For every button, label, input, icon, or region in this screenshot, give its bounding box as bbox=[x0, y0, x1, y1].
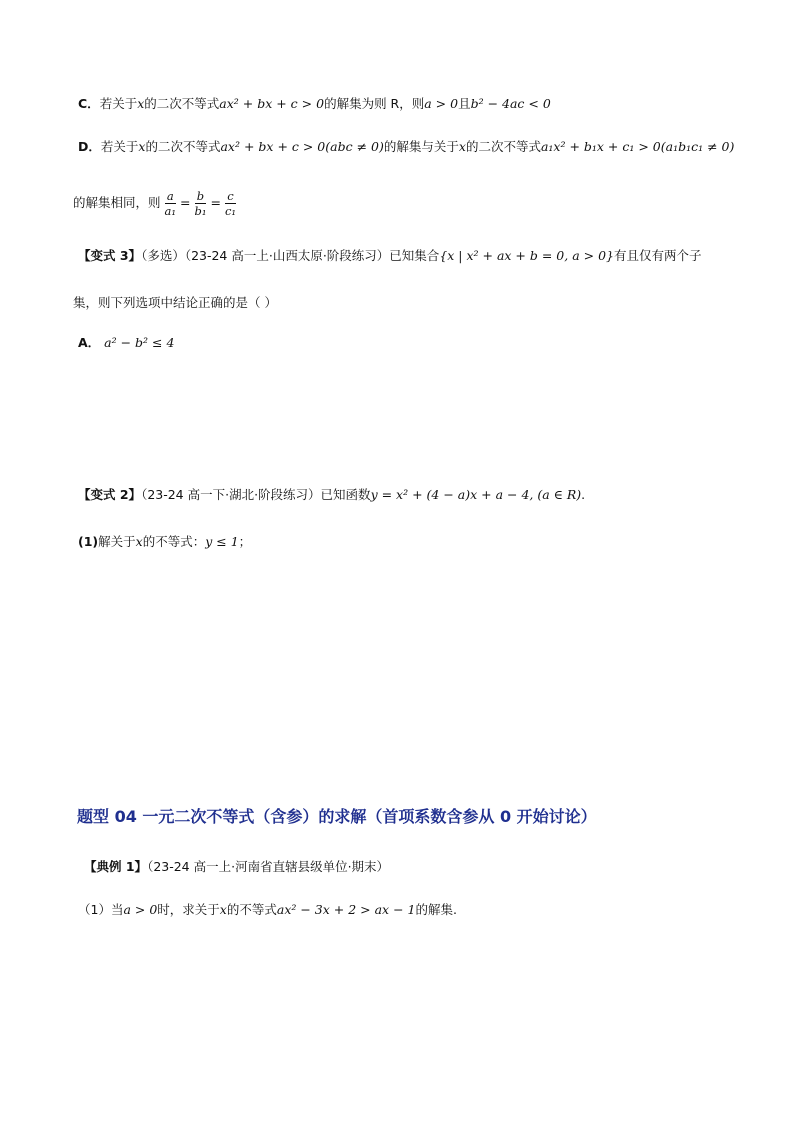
option-c-inequality: ax² + bx + c > 0 bbox=[219, 96, 325, 111]
section-title bbox=[77, 805, 597, 829]
variant2-sub-text: ； bbox=[238, 534, 252, 549]
example1-part1 bbox=[78, 900, 457, 920]
option-d-var: x bbox=[138, 139, 146, 154]
option-c-var: x bbox=[137, 96, 145, 111]
variant3-line2 bbox=[73, 293, 277, 313]
variant2-sub-text: 解关于 bbox=[98, 534, 136, 549]
fraction-denominator: b₁ bbox=[194, 204, 207, 218]
equals-sign: = bbox=[179, 195, 191, 210]
option-c-discriminant: b² − 4ac < 0 bbox=[470, 96, 551, 111]
fraction-numerator: b bbox=[196, 189, 205, 203]
variant3-text: 有且仅有两个子 bbox=[613, 248, 702, 263]
example1-source: （23-24 高一上·河南省直辖县级单位·期末） bbox=[147, 859, 390, 874]
variant2-tag: 【变式 2】 bbox=[78, 487, 142, 502]
fraction-b bbox=[192, 189, 208, 218]
variant3-header bbox=[78, 246, 702, 266]
variant2-header bbox=[78, 485, 585, 505]
option-d-inequality2: a₁x² + b₁x + c₁ > 0 bbox=[540, 139, 661, 154]
variant3-set: {x | x² + ax + b = 0, a > 0} bbox=[439, 248, 614, 263]
variant2-text: （23-24 高一下·湖北·阶段练习）已知函数 bbox=[141, 487, 371, 502]
variant3-tag: 【变式 3】 bbox=[78, 248, 142, 263]
option-c-text: 的二次不等式 bbox=[144, 96, 220, 111]
example1-tag: 【典例 1】 bbox=[84, 859, 148, 874]
variant2-part1 bbox=[78, 532, 251, 552]
option-c-text: 若关于 bbox=[99, 96, 138, 111]
example1-text: 的解集. bbox=[415, 902, 457, 917]
example1-text: 的不等式 bbox=[226, 902, 277, 917]
option-c-condition: a > 0 bbox=[424, 96, 459, 111]
option-d-inequality: ax² + bx + c > 0 bbox=[220, 139, 326, 154]
option-a-label: A． bbox=[78, 335, 101, 350]
variant3-text: （多选）（23-24 高一上·山西太原·阶段练习）已知集合 bbox=[141, 248, 440, 263]
option-d-label: D． bbox=[78, 139, 101, 154]
option-d-condition: (abc ≠ 0) bbox=[325, 139, 384, 154]
example1-text: 时，求关于 bbox=[157, 902, 220, 917]
option-d bbox=[78, 137, 734, 157]
option-c-text: 且 bbox=[458, 96, 471, 111]
variant3-question: 集，则下列选项中结论正确的是（ ） bbox=[73, 295, 277, 310]
example1-header bbox=[84, 857, 389, 877]
variant2-sub-var: x bbox=[135, 534, 143, 549]
option-d-conclusion bbox=[73, 186, 240, 220]
fraction-denominator: c₁ bbox=[224, 204, 236, 218]
option-c bbox=[78, 94, 551, 114]
option-c-text: 的解集为则 R，则 bbox=[324, 96, 425, 111]
variant3-option-a bbox=[78, 333, 174, 353]
option-d-condition2: (a₁b₁c₁ ≠ 0) bbox=[660, 139, 735, 154]
example1-part-label: （1）当 bbox=[78, 902, 124, 917]
option-d-text: 若关于 bbox=[100, 139, 139, 154]
option-a-expression: a² − b² ≤ 4 bbox=[104, 335, 175, 350]
fraction-numerator: a bbox=[166, 189, 174, 203]
option-d-text: 的二次不等式 bbox=[465, 139, 541, 154]
variant2-sub-inequality: y ≤ 1 bbox=[205, 534, 239, 549]
fraction-c bbox=[223, 189, 238, 218]
option-d-text: 的解集相同，则 bbox=[73, 195, 161, 210]
example1-condition: a > 0 bbox=[123, 902, 158, 917]
example1-var: x bbox=[219, 902, 227, 917]
option-c-label: C． bbox=[78, 96, 100, 111]
part-label: (1) bbox=[78, 534, 99, 549]
fraction-a bbox=[163, 189, 178, 218]
variant2-text: . bbox=[581, 487, 586, 502]
option-d-text: 的解集与关于 bbox=[383, 139, 459, 154]
variant2-sub-text: 的不等式： bbox=[142, 534, 206, 549]
example1-inequality: ax² − 3x + 2 > ax − 1 bbox=[276, 902, 416, 917]
variant2-function: y = x² + (4 − a)x + a − 4, (a ∈ R) bbox=[370, 487, 582, 502]
option-d-text: 的二次不等式 bbox=[145, 139, 221, 154]
fraction-denominator: a₁ bbox=[164, 204, 176, 218]
fraction-numerator: c bbox=[227, 189, 234, 203]
section-title-text: 题型 04 一元二次不等式（含参）的求解（首项系数含参从 0 开始讨论） bbox=[77, 807, 597, 826]
equals-sign: = bbox=[210, 195, 221, 210]
option-d-var2: x bbox=[458, 139, 466, 154]
